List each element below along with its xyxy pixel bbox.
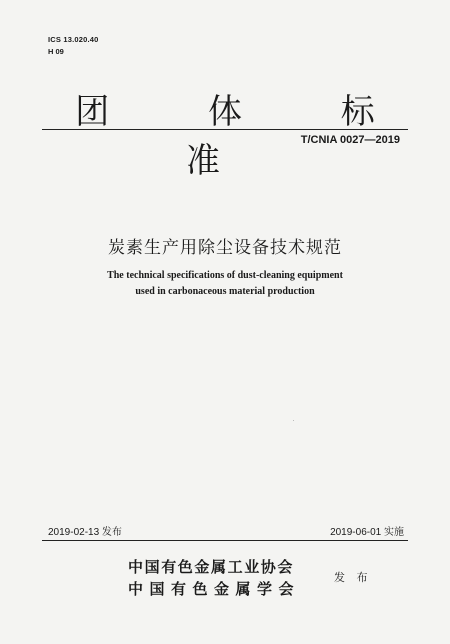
release-date: 2019-02-13 发布 [48,527,122,538]
english-title [0,268,450,300]
bottom-divider [42,540,408,541]
document-type-heading: 团 体 标 准 [75,92,419,181]
publisher-org-2: 中国有色金属学会 [128,580,301,598]
top-divider [42,129,408,130]
effective-date: 2019-06-01 实施 [330,527,404,538]
scan-speck [293,420,294,421]
publish-label: 发 布 [334,571,372,584]
english-title-line-2: used in carbonaceous material production [135,286,315,297]
ics-code: ICS 13.020.40 [48,35,99,44]
english-title-line-1: The technical specifications of dust-cleaning equipment [107,270,343,281]
classification-code: H 09 [48,47,64,56]
publisher-org-1: 中国有色金属工业协会 [128,558,295,576]
chinese-title: 炭素生产用除尘设备技术规范 [108,238,342,258]
standard-number: T/CNIA 0027—2019 [300,134,400,146]
